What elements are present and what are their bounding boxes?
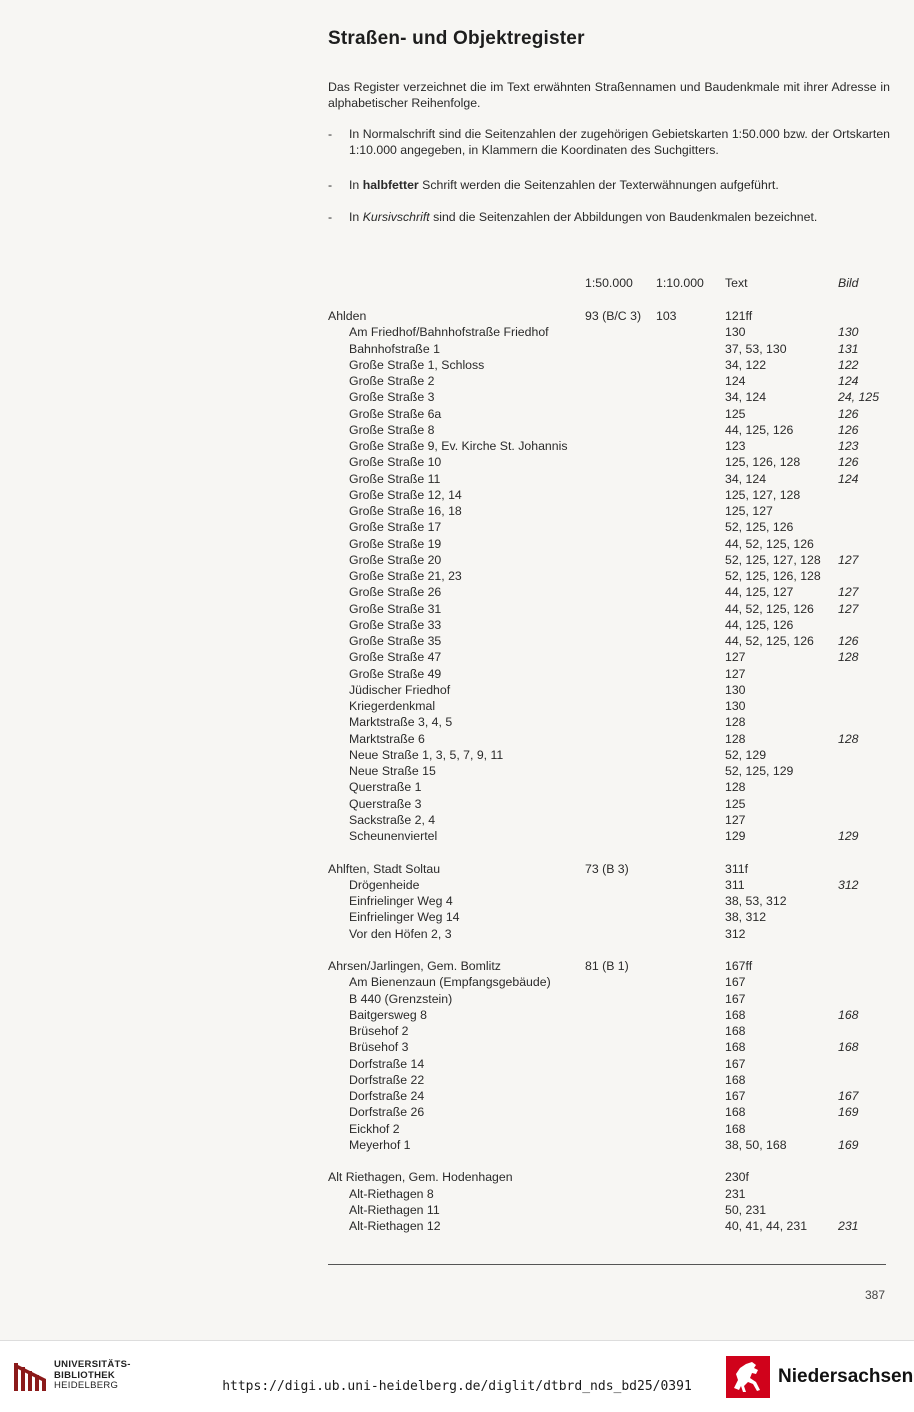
register-subentry <box>0 1072 914 1088</box>
entry-name: Große Straße 31 <box>349 601 442 616</box>
register-subentry <box>0 601 914 617</box>
entry-text-pages: 168 <box>725 1040 746 1055</box>
register-subentry <box>0 519 914 535</box>
register-subentry <box>0 357 914 373</box>
entry-image-pages: 169 <box>838 1105 859 1120</box>
register-subentry <box>0 552 914 568</box>
entry-name: Alt-Riethagen 12 <box>349 1219 441 1233</box>
register-subentry <box>0 454 914 470</box>
register-subentry <box>0 568 914 584</box>
entry-name: Große Straße 17 <box>349 520 442 535</box>
entry-image-pages: 126 <box>838 422 859 437</box>
entry-name: Große Straße 21, 23 <box>349 569 462 583</box>
entry-name: Große Straße 35 <box>349 634 442 648</box>
register-subentry <box>0 1218 914 1234</box>
entry-name: Drögenheide <box>349 877 420 892</box>
entry-text-pages: 44, 125, 127 <box>725 585 794 600</box>
register-subentry <box>0 877 914 893</box>
register-subentry <box>0 617 914 633</box>
entry-name: Alt Riethagen, Gem. Hodenhagen <box>328 1170 513 1185</box>
entry-name: Am Friedhof/Bahnhofstraße Friedhof <box>349 325 549 340</box>
register-entry <box>0 958 914 974</box>
entry-name: Meyerhof 1 <box>349 1137 411 1152</box>
entry-text-pages: 231 <box>725 1186 746 1201</box>
entry-image-pages: 126 <box>838 634 859 648</box>
entry-text-pages: 52, 125, 126 <box>725 520 794 535</box>
page-number: 387 <box>864 1288 885 1302</box>
entry-image-pages: 126 <box>838 455 859 470</box>
entry-text-pages: 37, 53, 130 <box>725 341 787 356</box>
entry-text-pages: 34, 124 <box>725 390 767 405</box>
legend-text-post: Schrift werden die Seitenzahlen der Texterwähnungen aufgeführt. <box>418 178 779 192</box>
entry-name: Große Straße 16, 18 <box>349 504 462 518</box>
entry-name: Dorfstraße 24 <box>349 1089 425 1103</box>
entry-text-pages: 125, 127 <box>725 504 773 518</box>
entry-text-pages: 123 <box>725 439 746 453</box>
entry-text-pages: 38, 53, 312 <box>725 894 787 908</box>
entry-map-50000: 81 (B 1) <box>585 959 629 973</box>
entry-text-pages: 168 <box>725 1121 746 1136</box>
entry-text-pages: 125, 126, 128 <box>725 455 801 470</box>
entry-text-pages: 128 <box>725 715 746 730</box>
entry-text-pages: 127 <box>725 666 746 681</box>
entry-image-pages: 128 <box>838 650 859 665</box>
register-subentry <box>0 763 914 779</box>
register-subentry <box>0 893 914 909</box>
register-subentry <box>0 926 914 942</box>
entry-text-pages: 168 <box>725 1072 746 1087</box>
column-header-text: Text <box>725 276 748 290</box>
entry-image-pages: 123 <box>838 439 859 453</box>
entry-image-pages: 168 <box>838 1007 859 1022</box>
entry-name: B 440 (Grenzstein) <box>349 991 453 1006</box>
entry-text-pages: 34, 122 <box>725 357 767 372</box>
entry-image-pages: 129 <box>838 829 859 843</box>
register-subentry <box>0 1039 914 1055</box>
entry-name: Ahlften, Stadt Soltau <box>328 861 441 876</box>
column-header-1-10000: 1:10.000 <box>656 276 704 290</box>
entry-name: Einfrielinger Weg 14 <box>349 910 460 925</box>
register-subentry <box>0 1023 914 1039</box>
register-subentry <box>0 487 914 503</box>
entry-image-pages: 231 <box>838 1219 859 1233</box>
entry-image-pages: 312 <box>838 877 859 892</box>
register-subentry <box>0 471 914 487</box>
register-subentry <box>0 991 914 1007</box>
register-subentry <box>0 373 914 389</box>
register-entry <box>0 1169 914 1185</box>
register-subentry <box>0 1202 914 1218</box>
niedersachsen-wordmark: Niedersachsen <box>778 1366 914 1387</box>
entry-text-pages: 52, 125, 129 <box>725 764 794 778</box>
legend-emphasis: Kursivschrift <box>362 210 430 224</box>
legend-dash: - <box>328 178 333 192</box>
entry-name: Einfrielinger Weg 4 <box>349 894 453 908</box>
entry-image-pages: 127 <box>838 601 859 616</box>
entry-text-pages: 167ff <box>725 959 753 973</box>
register-subentry <box>0 731 914 747</box>
register-subentry <box>0 633 914 649</box>
register-subentry <box>0 747 914 763</box>
permalink-url[interactable]: https://digi.ub.uni-heidelberg.de/diglit/dtbrd_nds_bd25/0391 <box>222 1379 692 1394</box>
register-subentry <box>0 666 914 682</box>
entry-text-pages: 44, 52, 125, 126 <box>725 536 814 551</box>
register-subentry <box>0 1088 914 1104</box>
entry-text-pages: 128 <box>725 731 746 746</box>
lower-saxony-horse-icon <box>726 1356 770 1398</box>
entry-name: Große Straße 12, 14 <box>349 487 462 502</box>
entry-name: Neue Straße 15 <box>349 764 436 778</box>
ub-line-1: UNIVERSITÄTS- <box>54 1359 131 1370</box>
entry-text-pages: 124 <box>725 374 746 388</box>
entry-text-pages: 311 <box>725 877 745 892</box>
entry-name: Große Straße 6a <box>349 406 442 421</box>
entry-name: Große Straße 2 <box>349 374 435 388</box>
legend-dash: - <box>328 210 333 224</box>
entry-name: Vor den Höfen 2, 3 <box>349 926 452 941</box>
entry-text-pages: 230f <box>725 1170 749 1185</box>
entry-name: Große Straße 33 <box>349 617 442 632</box>
entry-name: Große Straße 9, Ev. Kirche St. Johannis <box>349 439 568 453</box>
entry-name: Eickhof 2 <box>349 1121 400 1136</box>
entry-text-pages: 168 <box>725 1007 746 1022</box>
entry-text-pages: 128 <box>725 780 746 795</box>
entry-text-pages: 130 <box>725 325 746 340</box>
register-subentry <box>0 796 914 812</box>
register-subentry <box>0 389 914 405</box>
register-subentry <box>0 974 914 990</box>
register-subentry <box>0 779 914 795</box>
entry-name: Große Straße 10 <box>349 455 442 470</box>
entry-text-pages: 38, 312 <box>725 910 767 925</box>
column-header-bild: Bild <box>838 276 859 290</box>
legend-text: In Normalschrift sind die Seitenzahlen der zugehörigen Gebietskarten 1:50.000 bzw. der Ortskarten 1:10.000 angegeben, in Klammern die Koordinaten des Suchgitters. <box>349 127 890 158</box>
entry-text-pages: 44, 125, 126 <box>725 422 794 437</box>
entry-name: Große Straße 49 <box>349 666 442 681</box>
entry-image-pages: 127 <box>838 585 859 600</box>
entry-name: Alt-Riethagen 11 <box>349 1202 440 1217</box>
entry-name: Baitgersweg 8 <box>349 1007 427 1022</box>
entry-image-pages: 24, 125 <box>838 390 880 405</box>
entry-image-pages: 169 <box>838 1137 859 1152</box>
register-entry <box>0 308 914 324</box>
entry-name: Dorfstraße 14 <box>349 1056 425 1071</box>
legend-dash: - <box>328 127 333 141</box>
register-subentry <box>0 714 914 730</box>
register-subentry <box>0 1104 914 1120</box>
entry-name: Große Straße 19 <box>349 536 442 551</box>
entry-text-pages: 40, 41, 44, 231 <box>725 1219 808 1233</box>
ub-line-3: HEIDELBERG <box>54 1380 119 1391</box>
legend-text-pre: In <box>349 178 363 192</box>
entry-name: Alt-Riethagen 8 <box>349 1186 434 1201</box>
register-subentry <box>0 1007 914 1023</box>
entry-text-pages: 52, 125, 127, 128 <box>725 552 821 567</box>
register-subentry <box>0 1056 914 1072</box>
entry-name: Große Straße 11 <box>349 471 441 486</box>
entry-name: Brüsehof 2 <box>349 1024 409 1038</box>
entry-text-pages: 50, 231 <box>725 1202 767 1217</box>
entry-name: Marktstraße 6 <box>349 731 425 746</box>
register-entry <box>0 861 914 877</box>
entry-image-pages: 126 <box>838 406 859 421</box>
entry-name: Dorfstraße 26 <box>349 1105 425 1120</box>
legend-emphasis: halbfetter <box>362 178 419 192</box>
entry-text-pages: 167 <box>725 1089 746 1103</box>
entry-text-pages: 311f <box>725 861 749 876</box>
entry-map-50000: 93 (B/C 3) <box>585 309 642 323</box>
register-subentry <box>0 341 914 357</box>
register-subentry <box>0 1137 914 1153</box>
entry-text-pages: 168 <box>725 1024 746 1038</box>
entry-text-pages: 130 <box>725 682 746 697</box>
entry-text-pages: 127 <box>725 650 746 665</box>
entry-name: Marktstraße 3, 4, 5 <box>349 715 453 730</box>
register-subentry <box>0 324 914 340</box>
entry-text-pages: 34, 124 <box>725 471 767 486</box>
entry-name: Querstraße 1 <box>349 780 422 795</box>
register-subentry <box>0 584 914 600</box>
ub-line-2: BIBLIOTHEK <box>54 1369 116 1381</box>
entry-text-pages: 167 <box>725 991 746 1006</box>
entry-name: Am Bienenzaun (Empfangsgebäude) <box>349 975 551 990</box>
legend-text-post: sind die Seitenzahlen der Abbildungen von Baudenkmalen bezeichnet. <box>429 210 818 224</box>
entry-text-pages: 125 <box>725 796 746 811</box>
entry-text-pages: 125 <box>725 406 746 421</box>
entry-image-pages: 122 <box>838 357 859 372</box>
entry-image-pages: 127 <box>838 552 859 567</box>
register-subentry <box>0 698 914 714</box>
register-subentry <box>0 828 914 844</box>
entry-text-pages: 312 <box>725 926 746 941</box>
entry-name: Dorfstraße 22 <box>349 1072 425 1087</box>
entry-text-pages: 44, 125, 126 <box>725 617 794 632</box>
register-subentry <box>0 438 914 454</box>
entry-name: Jüdischer Friedhof <box>349 682 451 697</box>
page-title: Straßen- und Objektregister <box>328 28 585 49</box>
entry-name: Kriegerdenkmal <box>349 699 436 713</box>
entry-name: Neue Straße 1, 3, 5, 7, 9, 11 <box>349 747 504 762</box>
entry-name: Sackstraße 2, 4 <box>349 812 436 827</box>
bottom-rule <box>328 1264 886 1265</box>
legend-text <box>349 177 890 193</box>
entry-name: Ahlden <box>328 309 367 323</box>
legend-text-pre: In <box>349 210 363 224</box>
entry-text-pages: 129 <box>725 829 746 843</box>
register-subentry <box>0 909 914 925</box>
entry-text-pages: 44, 52, 125, 126 <box>725 634 814 648</box>
entry-name: Brüsehof 3 <box>349 1040 409 1055</box>
entry-text-pages: 52, 129 <box>725 747 767 762</box>
entry-name: Große Straße 1, Schloss <box>349 357 485 372</box>
entry-text-pages: 130 <box>725 699 746 713</box>
register-subentry <box>0 422 914 438</box>
register-subentry <box>0 1186 914 1202</box>
entry-text-pages: 167 <box>725 1056 746 1071</box>
register-subentry <box>0 1121 914 1137</box>
entry-name: Bahnhofstraße 1 <box>349 341 440 356</box>
entry-image-pages: 167 <box>838 1089 859 1103</box>
register-subentry <box>0 536 914 552</box>
entry-image-pages: 124 <box>838 471 859 486</box>
entry-image-pages: 128 <box>838 731 859 746</box>
column-header-1-50000: 1:50.000 <box>585 276 633 290</box>
entry-name: Große Straße 3 <box>349 390 435 405</box>
entry-name: Große Straße 8 <box>349 422 435 437</box>
entry-map-50000: 73 (B 3) <box>585 861 629 876</box>
entry-text-pages: 125, 127, 128 <box>725 487 801 502</box>
entry-text-pages: 167 <box>725 975 746 990</box>
entry-name: Scheunenviertel <box>349 829 438 843</box>
entry-text-pages: 127 <box>725 812 746 827</box>
entry-name: Große Straße 20 <box>349 552 442 567</box>
entry-name: Große Straße 47 <box>349 650 442 665</box>
entry-text-pages: 38, 50, 168 <box>725 1137 787 1152</box>
register-subentry <box>0 649 914 665</box>
entry-name: Große Straße 26 <box>349 585 442 600</box>
entry-map-10000: 103 <box>656 309 677 323</box>
register-subentry <box>0 406 914 422</box>
register-subentry <box>0 812 914 828</box>
register-subentry <box>0 682 914 698</box>
viewer-footer <box>0 1340 914 1412</box>
register-subentry <box>0 503 914 519</box>
entry-image-pages: 131 <box>838 341 859 356</box>
entry-name: Querstraße 3 <box>349 796 422 811</box>
entry-text-pages: 121ff <box>725 309 753 323</box>
entry-image-pages: 130 <box>838 325 859 340</box>
intro-text: Das Register verzeichnet die im Text erwähnten Straßennamen und Baudenkmale mit ihrer Adresse in alphabetischer Reihenfolge. <box>328 80 890 111</box>
legend-text <box>349 209 890 225</box>
entry-image-pages: 124 <box>838 374 859 388</box>
intro-paragraph <box>328 79 890 112</box>
entry-text-pages: 52, 125, 126, 128 <box>725 569 821 583</box>
entry-image-pages: 168 <box>838 1040 859 1055</box>
entry-text-pages: 168 <box>725 1105 746 1120</box>
entry-text-pages: 44, 52, 125, 126 <box>725 601 814 616</box>
entry-name: Ahrsen/Jarlingen, Gem. Bomlitz <box>328 959 501 973</box>
